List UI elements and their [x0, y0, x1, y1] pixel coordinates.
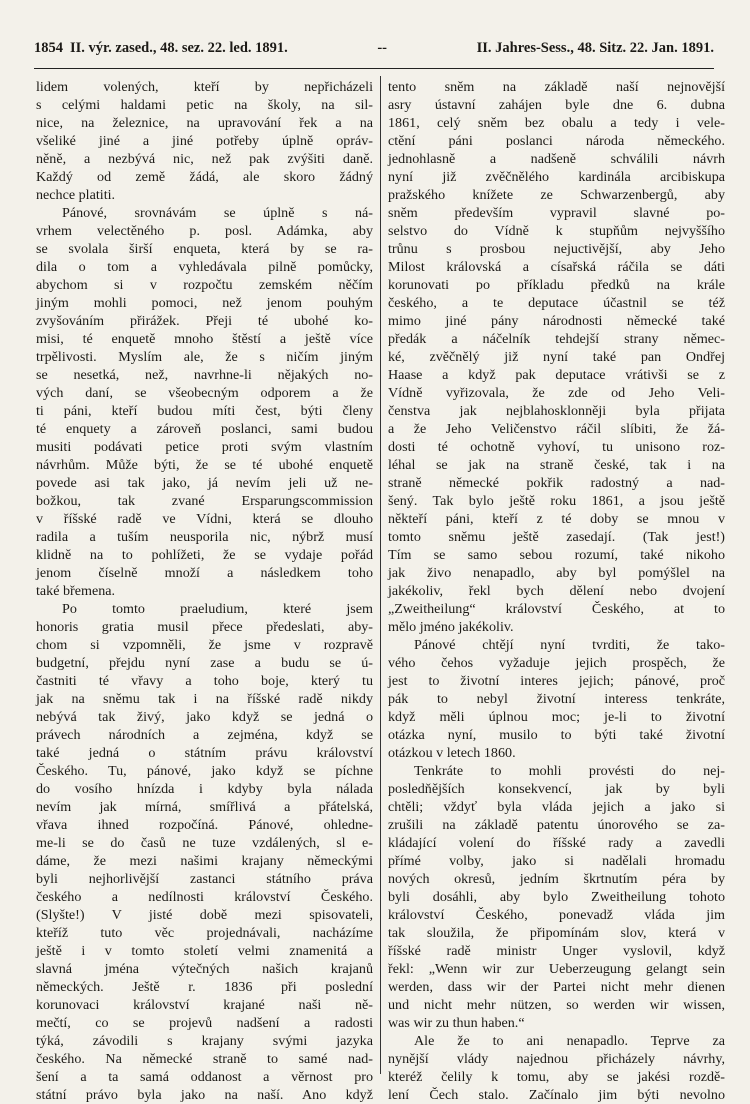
text-line: nových okresů, jedním škrtnutím péra by — [388, 871, 725, 887]
text-line: té enquety a zároveň poslanci, sami budou — [36, 421, 373, 437]
text-line: nechce platiti. — [36, 187, 116, 203]
text-line: nebývá tak živý, jako když se jedná o — [36, 709, 373, 725]
text-line: také břemena. — [36, 583, 116, 599]
text-line: byli nejhorlivější zastanci státního práva — [36, 871, 373, 887]
text-line: tento sněm na základě naší nejnovější — [388, 79, 725, 95]
text-line: musiti podávati petice proti svým vlastním — [36, 439, 373, 455]
text-line: korunovaci království krajané naši ně- — [36, 997, 373, 1013]
text-line: Pánové, srovnávám se úplně s ná- — [62, 205, 373, 221]
text-line: pražského knížete ze Schwarzenbergů, aby — [388, 187, 725, 203]
text-line: Tím se samo sebou rozumí, také nikoho — [388, 547, 725, 563]
text-line: budgetní, přejdu nyní zase a budu se ú- — [36, 655, 373, 671]
page-number: 1854 — [34, 40, 63, 56]
text-line: was wir zu thun haben.“ — [388, 1015, 525, 1031]
text-line: otázka nyní, musilo to býti také životní — [388, 727, 725, 743]
text-line: abychom si v rozpočtu zemském něčím — [36, 277, 373, 293]
text-line: nynější vlády najednou přicházely návrhy, — [388, 1051, 725, 1067]
text-line: řekl: „Wenn wir zur Ueberzeugung gelangt sein — [388, 961, 725, 977]
text-line: und nicht mehr nützen, so werden wir wissen, — [388, 997, 725, 1013]
text-line: ještě i v tomto století velmi znamenitá a — [36, 943, 373, 959]
text-line: Tenkráte to mohli provésti do nej- — [414, 763, 725, 779]
text-line: Ale že to ani nenapadlo. Teprve za — [414, 1033, 725, 1049]
text-line: Po tomto praeludium, které jsem — [62, 601, 373, 617]
text-line: kládající volení do říšské rady a zavedli — [388, 835, 725, 851]
text-line: Vídně vyřizovala, že zde od Jeho Veli- — [388, 385, 725, 401]
text-line: nice, na železnice, na upravování řek a na — [36, 115, 373, 131]
text-line: do vosího hnízda i kdyby byla nálada — [36, 781, 373, 797]
text-line: 1861, celý sněm bez obalu a tedy i vele- — [388, 115, 725, 131]
text-line: trpělivosti. Myslím ale, že s ničím jiným — [36, 349, 373, 365]
header-rule — [34, 68, 714, 69]
text-line: selstvo do Vídně k stupňům nejvyššího — [388, 223, 725, 239]
text-line: Haase a když pak deputace vrátivši se z — [388, 367, 725, 383]
text-line: českého. Na německé straně to samé nad- — [36, 1051, 373, 1067]
text-line: pák to nebyl životní interess tenkráte, — [388, 691, 725, 707]
text-line: jak na sněmu tak i na říšské radě nikdy — [36, 691, 373, 707]
text-line: posledňějších konsekvencí, jak by byli — [388, 781, 725, 797]
text-line: me-li se do časů ne tuze vzdálených, sl e- — [36, 835, 373, 851]
text-line: všeliké jiné a jiné potřeby úplně opráv- — [36, 133, 373, 149]
column-divider — [380, 76, 381, 1074]
header-german-session: II. Jahres-Sess., 48. Sitz. 22. Jan. 1891. — [476, 40, 714, 56]
text-line: chom si vzpomněli, že jsme v rozpravě — [36, 637, 373, 653]
text-line: návrhům. Může býti, že se té ubohé enquetě — [36, 457, 373, 473]
text-line: sněm především vypravil slavné po- — [388, 205, 725, 221]
text-line: jenom číselně množí a následkem toho — [36, 565, 373, 581]
text-line: nevím jak mírná, smířlivá a přátelská, — [36, 799, 373, 815]
text-line: vrhem velectěného p. posl. Adámka, aby — [36, 223, 373, 239]
text-line: království Českého, ponevadž vláda jim — [388, 907, 725, 923]
text-line: šený. Tak bylo ještě roku 1861, a jsou ještě — [388, 493, 725, 509]
text-line: ti páni, kteří budou míti čest, býti členy — [36, 403, 373, 419]
text-line: dila o tom a vyhledávala pilně pomůcky, — [36, 259, 373, 275]
text-line: tomto sněmu ještě zasedají. (Tak jest!) — [388, 529, 725, 545]
text-line: v říšské radě ve Vídni, která se dlouho — [36, 511, 373, 527]
left-column — [36, 78, 373, 1104]
text-line: Pánové chtějí nyní tvrditi, že tako- — [414, 637, 725, 653]
text-line: přímé volby, jako si nadělali hromadu — [388, 853, 725, 869]
text-line: trůnu s prosbou nejuctivější, aby Jeho — [388, 241, 725, 257]
text-line: (Slyšte!) V jisté době mezi spisovateli, — [36, 907, 373, 923]
text-line: straně německé pokřik radostný a nad- — [388, 475, 725, 491]
text-line: českého, a te deputace účastnil se též — [388, 295, 725, 311]
text-line: jednohlasně a nadšeně schválili návrh — [388, 151, 725, 167]
text-line: lení Čech stalo. Začínalo jim býti nevolno — [388, 1087, 725, 1103]
text-line: se svolala širší enqueta, která by se ra- — [36, 241, 373, 257]
text-line: werden, dass wir der Partei nicht mehr dienen — [388, 979, 725, 995]
text-line: „Zweitheilung“ království Českého, at to — [388, 601, 725, 617]
text-line: něně, a nezbývá nic, než pak zvýšiti daně. — [36, 151, 373, 167]
text-line: korunovati po příkladu předků na krále — [388, 277, 725, 293]
header-czech-session: II. výr. zased., 48. sez. 22. led. 1891. — [70, 40, 288, 56]
text-line: byli dosáhli, aby bylo Zweitheilung tohoto — [388, 889, 725, 905]
text-line: lidem volených, kteří by nepřicházeli — [36, 79, 373, 95]
text-line: radila a tuším neusporila nic, nýbrž musí — [36, 529, 373, 545]
text-line: právech národních a zejména, když se — [36, 727, 373, 743]
text-line: Každý od země žádá, ale skoro žádný — [36, 169, 373, 185]
text-line: častniti té vřavy a toho boje, který tu — [36, 673, 373, 689]
text-line: vřava ihned rozpočíná. Pánové, ohledne- — [36, 817, 373, 833]
text-line: kteříž tuto věc projednávali, nacházíme — [36, 925, 373, 941]
text-line: jakékoliv, řekl bych dělení nebo dvojení — [388, 583, 725, 599]
text-line: honoris gratia musil přece předeslati, aby- — [36, 619, 373, 635]
text-line: dosti té ochotně vyhoví, tu unisono roz- — [388, 439, 725, 455]
text-line: nyní již zvěčnělého kardinála arcibiskupa — [388, 169, 725, 185]
header-separator: -- — [377, 40, 388, 56]
text-line: slavná jména výtečných našich krajanů — [36, 961, 373, 977]
text-line: klidně na to pohlížeti, že se vydaje pořád — [36, 547, 373, 563]
text-line: Českého. Tu, pánové, jako když se píchne — [36, 763, 373, 779]
text-line: dáme, že mezi našimi krajany německými — [36, 853, 373, 869]
text-line: týká, závodili s krajany svými jazyka — [36, 1033, 373, 1049]
text-line: chtěli; vždyť byla vláda jejich a jako si — [388, 799, 725, 815]
text-line: když měli úplnou moc; je-li to životní — [388, 709, 725, 725]
text-line: mimo jiné pány národnosti německé také — [388, 313, 725, 329]
text-line: šení a ta samá oddanost a věrnost pro — [36, 1069, 373, 1085]
text-line: čenstva jak nejblahosklonněji byla přijata — [388, 403, 725, 419]
text-line: povede asi tak jako, já nevím jeli už ne- — [36, 475, 373, 491]
text-line: mečtí, co se projevů nadšení a radosti — [36, 1015, 373, 1031]
text-line: vého čehos vyžaduje jejich prospěch, že — [388, 655, 725, 671]
text-line: jak živo nenapadlo, aby byl pomýšlel na — [388, 565, 725, 581]
text-line: říšské radě ministr Unger vyslovil, když — [388, 943, 725, 959]
text-line: ké, zvěčnělý již nyní také pan Ondřej — [388, 349, 725, 365]
running-header — [34, 40, 714, 57]
text-line: vých daní, se všeobecným odporem a že — [36, 385, 373, 401]
text-line: předák a náčelník tehdejší strany němec- — [388, 331, 725, 347]
text-line: zvyšováním přirážek. Přeji té ubohé ko- — [36, 313, 373, 329]
text-line: německých. Ještě r. 1836 při poslední — [36, 979, 373, 995]
text-line: a že Jeho Veličenstvo ráčil slíbiti, že žá- — [388, 421, 725, 437]
text-line: kteréž čelily k tomu, aby se jakési rozdě- — [388, 1069, 725, 1085]
text-line: také jedná o státním právu království — [36, 745, 373, 761]
text-line: se nesetká, než, navrhne-li nějakých no- — [36, 367, 373, 383]
text-line: otázkou v letech 1860. — [388, 745, 516, 761]
text-line: českého a nedílnosti království Českého. — [36, 889, 373, 905]
text-line: tak sloužila, že připomínám slov, která v — [388, 925, 725, 941]
text-line: jest to životní interes jejich; pánové, proč — [388, 673, 725, 689]
text-line: někteří páni, kteří z té doby se mnou v — [388, 511, 725, 527]
text-line: misi, té enquetě mnoho štěstí a ještě více — [36, 331, 373, 347]
text-line: Milost královská a císařská ráčila se dáti — [388, 259, 725, 275]
text-line: zrušili na základě patentu únorového se za- — [388, 817, 725, 833]
text-line: mělo jméno jakékoliv. — [388, 619, 514, 635]
text-line: léhal se jak na straně české, tak i na — [388, 457, 725, 473]
text-line: ctění páni poslanci národa německého. — [388, 133, 725, 149]
text-line: asry ústavní zahájen byle dne 6. dubna — [388, 97, 725, 113]
right-column — [388, 78, 725, 1104]
text-line: jiným mohli pomoci, než jenom pouhým — [36, 295, 373, 311]
text-line: státní právo byla jako na naší. Ano když — [36, 1087, 373, 1103]
text-line: s celými haldami petic na školy, na sil- — [36, 97, 373, 113]
text-line: božkou, tak zvané Ersparungscommission — [36, 493, 373, 509]
